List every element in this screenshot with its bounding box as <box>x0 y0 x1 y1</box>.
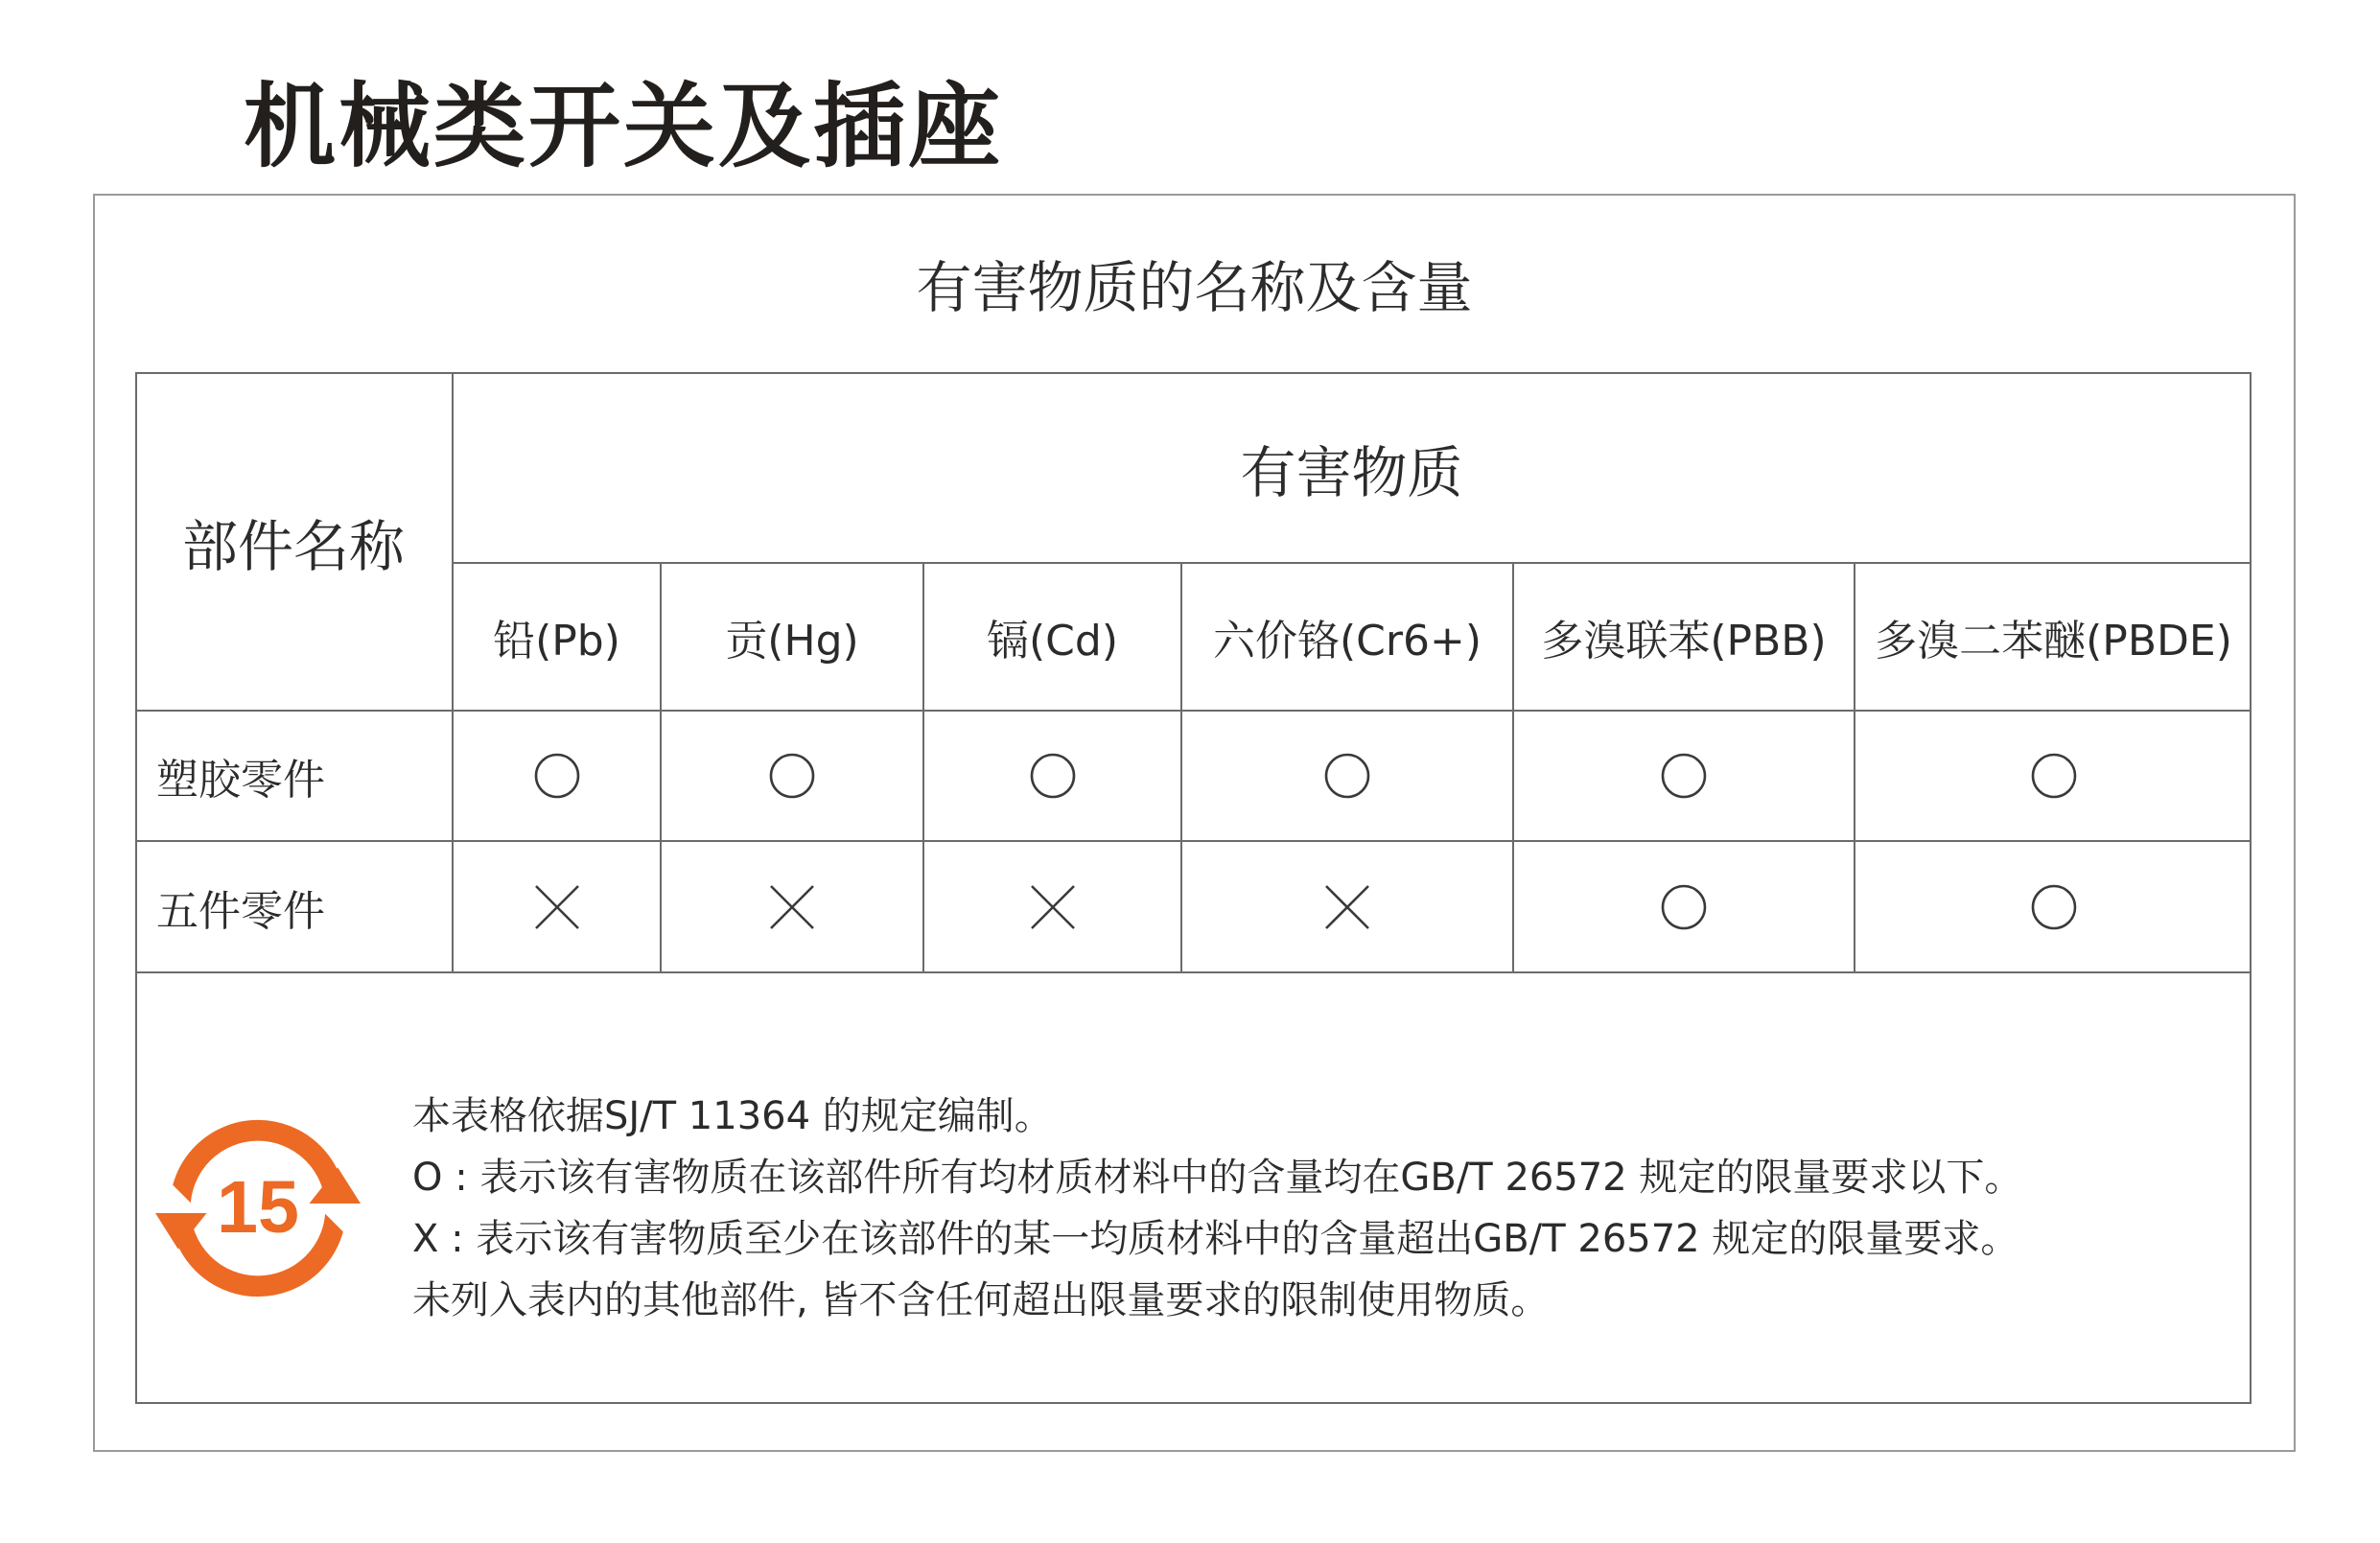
cross-icon <box>532 882 582 932</box>
compliant-mark <box>1855 712 2252 840</box>
exceeds-limit-mark <box>924 842 1180 971</box>
note-x-definition: X : 表示该有害物质至少在该部件的某一均质材料中的含量超出GB/T 26572 规定的限量要求。 <box>412 1217 2019 1261</box>
circle-icon <box>2029 751 2079 801</box>
circle-icon <box>1659 751 1709 801</box>
column-header-pbb: 多溴联苯(PBB) <box>1541 617 1827 666</box>
circle-icon <box>1659 882 1709 932</box>
part-name-header: 部件名称 <box>181 514 405 579</box>
note-standard: 本表格依据SJ/T 11364 的规定编制。 <box>412 1094 1053 1138</box>
circle-icon <box>532 751 582 801</box>
column-header-pbde: 多溴二苯醚(PBDE) <box>1875 617 2232 666</box>
column-header-cadmium: 镉(Cd) <box>987 617 1118 666</box>
compliant-mark <box>454 712 660 840</box>
cross-icon <box>1028 882 1078 932</box>
compliant-mark <box>1514 842 1854 971</box>
environmental-protection-use-period-icon <box>153 1117 362 1299</box>
compliant-mark <box>1855 842 2252 971</box>
circle-icon <box>767 751 817 801</box>
circle-icon <box>1322 751 1372 801</box>
note-o-definition: O : 表示该有害物质在该部件所有均材质材料中的含量均在GB/T 26572 规定的限量要求以下。 <box>412 1156 2023 1200</box>
circle-icon <box>2029 882 2079 932</box>
cross-icon <box>1322 882 1372 932</box>
notes <box>412 1086 2022 1331</box>
row-label-metal-parts: 五件零件 <box>156 886 325 936</box>
column-header-mercury: 贡(Hg) <box>725 617 859 666</box>
hazardous-substances-header: 有害物质 <box>1240 440 1463 505</box>
compliant-mark <box>1182 712 1512 840</box>
table-title: 有害物质的名称及含量 <box>916 255 1473 320</box>
compliant-mark <box>662 712 922 840</box>
exceeds-limit-mark <box>662 842 922 971</box>
column-header-chromium: 六价铬(Cr6+) <box>1212 617 1482 666</box>
logo-number: 15 <box>217 1165 299 1249</box>
exceeds-limit-mark <box>1182 842 1512 971</box>
cross-icon <box>767 882 817 932</box>
exceeds-limit-mark <box>454 842 660 971</box>
column-header-lead: 铅(Pb) <box>493 617 620 666</box>
compliant-mark <box>924 712 1180 840</box>
compliant-mark <box>1514 712 1854 840</box>
note-other-parts: 未列入表内的其他部件, 皆不含任何超出限量要求的限制使用物质。 <box>412 1278 1550 1322</box>
row-label-plastic-parts: 塑胶零件 <box>156 756 325 805</box>
page-title: 机械类开关及插座 <box>244 73 1003 180</box>
circle-icon <box>1028 751 1078 801</box>
